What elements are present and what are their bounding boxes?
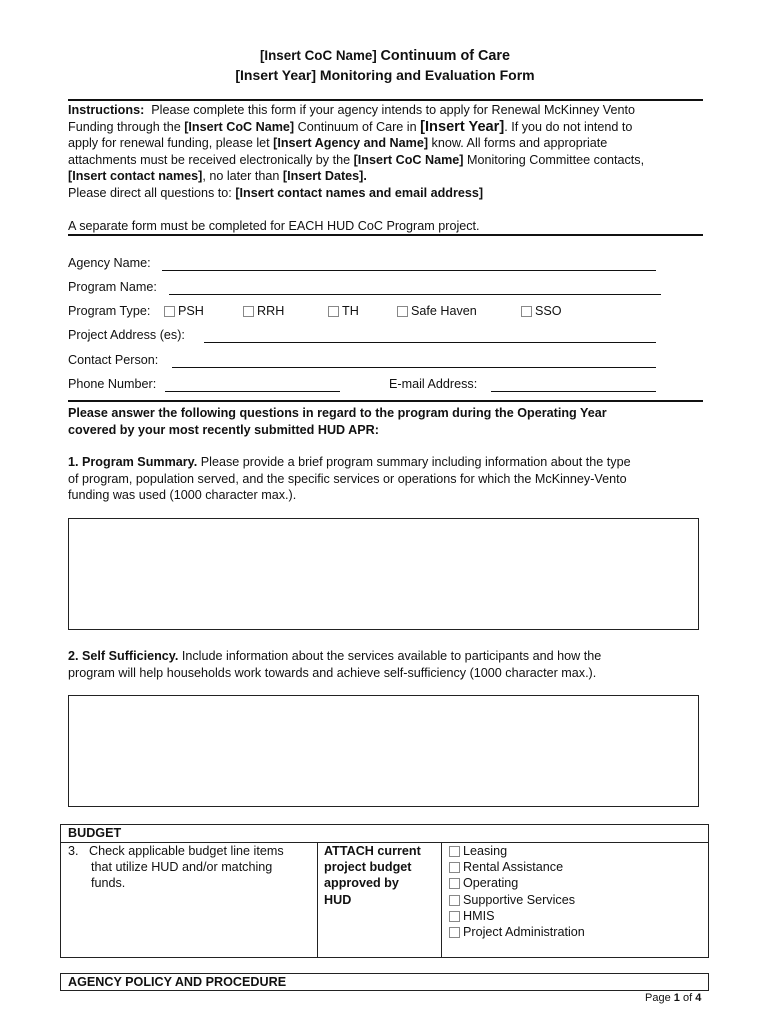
program-type-label: Program Type: xyxy=(68,304,151,318)
question-text: of program, population served, and the specific services or operations for which the McKinney-Vento xyxy=(68,471,627,486)
year-placeholder: [Insert Year] xyxy=(420,118,505,135)
program-summary-question xyxy=(68,454,708,504)
budget-question xyxy=(68,843,284,892)
attach-text: approved by xyxy=(324,876,399,891)
option-label: Operating xyxy=(463,876,519,891)
of-word: of xyxy=(682,992,693,1004)
type-psh-option[interactable] xyxy=(164,303,204,319)
budget-table xyxy=(60,824,709,958)
phone-number-label: Phone Number: xyxy=(68,377,157,391)
attach-budget-note xyxy=(324,843,421,908)
question-title: 2. Self Sufficiency. xyxy=(68,649,179,663)
question-text: Please provide a brief program summary including information about the type xyxy=(200,455,631,469)
instructions-text: know. All forms and appropriate xyxy=(431,136,608,151)
instructions-text: Please complete this form if your agency intends to apply for Renewal McKinney Vento xyxy=(151,103,635,117)
checkbox[interactable] xyxy=(397,306,408,317)
option-label: Rental Assistance xyxy=(463,860,564,875)
page-current: 1 xyxy=(673,992,680,1004)
option-label: Project Administration xyxy=(463,925,585,940)
type-rrh-option[interactable] xyxy=(243,303,284,319)
budget-option-leasing[interactable] xyxy=(449,843,585,859)
instructions-text: Please direct all questions to: xyxy=(68,185,232,200)
page-word: Page xyxy=(645,992,671,1004)
contact-person-input[interactable] xyxy=(172,355,656,368)
divider xyxy=(68,234,703,236)
question-text: Check applicable budget line items xyxy=(89,844,284,858)
instructions-label: Instructions: xyxy=(68,103,145,117)
instructions-text: apply for renewal funding, please let xyxy=(68,136,270,151)
coc-name-placeholder: [Insert CoC Name] xyxy=(259,48,377,63)
attach-text: project budget xyxy=(324,860,412,875)
contact-person-label: Contact Person: xyxy=(68,353,159,367)
budget-option-hmis[interactable] xyxy=(449,908,585,924)
budget-option-project-administration[interactable] xyxy=(449,924,585,940)
form-title-line2: [Insert Year] Monitoring and Evaluation Form xyxy=(235,67,535,83)
program-name-row xyxy=(68,279,157,295)
option-label: HMIS xyxy=(463,908,495,923)
coc-name-placeholder: [Insert CoC Name] xyxy=(184,119,295,134)
budget-option-supportive-services[interactable] xyxy=(449,892,585,908)
checkbox[interactable] xyxy=(164,306,175,317)
checkbox[interactable] xyxy=(449,927,460,938)
coc-name-placeholder: [Insert CoC Name] xyxy=(353,152,464,167)
instructions-text: Continuum of Care in xyxy=(297,119,417,134)
type-label: PSH xyxy=(178,304,204,318)
cell-divider xyxy=(441,842,442,957)
question-title: 1. Program Summary. xyxy=(68,455,198,469)
budget-options xyxy=(449,843,585,940)
self-sufficiency-question xyxy=(68,648,708,681)
agency-name-input[interactable] xyxy=(162,258,656,271)
checkbox[interactable] xyxy=(328,306,339,317)
question-text: program will help households work towards and achieve self-sufficiency (1000 character max.). xyxy=(68,665,597,680)
type-sso-option[interactable] xyxy=(521,303,562,319)
checkbox[interactable] xyxy=(243,306,254,317)
type-th-option[interactable] xyxy=(328,303,359,319)
divider xyxy=(68,400,703,402)
question-number: 3. xyxy=(68,844,79,858)
questions-intro xyxy=(68,405,708,438)
intro-line: Please answer the following questions in regard to the program during the Operating Year xyxy=(68,406,607,420)
self-sufficiency-textarea[interactable] xyxy=(68,695,699,807)
instructions-text: , no later than xyxy=(202,169,280,184)
instructions-block xyxy=(68,102,708,202)
agency-policy-header: AGENCY POLICY AND PROCEDURE xyxy=(68,975,287,989)
agency-policy-header-row xyxy=(60,973,709,991)
agency-placeholder: [Insert Agency and Name] xyxy=(273,136,429,151)
divider xyxy=(68,99,703,101)
page-total: 4 xyxy=(695,992,702,1004)
question-text: funding was used (1000 character max.). xyxy=(68,488,297,503)
program-name-input[interactable] xyxy=(169,282,661,295)
project-address-label: Project Address (es): xyxy=(68,328,185,342)
checkbox[interactable] xyxy=(449,911,460,922)
budget-option-operating[interactable] xyxy=(449,875,585,891)
email-input[interactable] xyxy=(491,379,656,392)
page-number xyxy=(645,992,701,1004)
checkbox[interactable] xyxy=(449,846,460,857)
email-label: E-mail Address: xyxy=(389,377,478,391)
project-address-input[interactable] xyxy=(204,330,656,343)
phone-number-input[interactable] xyxy=(165,379,340,392)
instructions-text: Funding through the xyxy=(68,119,181,134)
instructions-text: attachments must be received electronically by the xyxy=(68,152,351,167)
separate-form-note: A separate form must be completed for EACH HUD CoC Program project. xyxy=(68,219,480,233)
budget-header: BUDGET xyxy=(68,826,122,840)
program-name-label: Program Name: xyxy=(68,280,157,294)
checkbox[interactable] xyxy=(449,895,460,906)
agency-name-label: Agency Name: xyxy=(68,256,151,270)
contacts-placeholder: [Insert contact names] xyxy=(68,169,203,184)
instructions-text: . If you do not intend to xyxy=(504,119,633,134)
cell-divider xyxy=(317,842,318,957)
intro-line: covered by your most recently submitted HUD APR: xyxy=(68,422,379,437)
type-label: RRH xyxy=(257,304,285,318)
type-label: TH xyxy=(342,304,359,318)
question-text: funds. xyxy=(91,876,126,891)
instructions-text: Monitoring Committee contacts, xyxy=(466,152,645,167)
attach-text: ATTACH current xyxy=(324,844,421,858)
checkbox[interactable] xyxy=(449,878,460,889)
checkbox[interactable] xyxy=(449,862,460,873)
budget-option-rental-assistance[interactable] xyxy=(449,859,585,875)
agency-name-row xyxy=(68,255,151,271)
title-main: Continuum of Care xyxy=(380,48,511,64)
type-label: Safe Haven xyxy=(411,304,477,318)
option-label: Supportive Services xyxy=(463,892,575,907)
contact-email-placeholder: [Insert contact names and email address] xyxy=(235,185,484,200)
type-safe-haven-option[interactable] xyxy=(397,303,477,319)
form-title-line1 xyxy=(0,48,770,64)
question-text: that utilize HUD and/or matching xyxy=(91,860,273,875)
budget-header-row xyxy=(61,825,708,843)
checkbox[interactable] xyxy=(521,306,532,317)
option-label: Leasing xyxy=(463,844,508,858)
dates-placeholder: [Insert Dates]. xyxy=(282,169,367,184)
program-summary-textarea[interactable] xyxy=(68,518,699,630)
question-text: Include information about the services available to participants and how the xyxy=(181,649,602,663)
attach-text: HUD xyxy=(324,892,352,907)
type-label: SSO xyxy=(535,304,562,318)
